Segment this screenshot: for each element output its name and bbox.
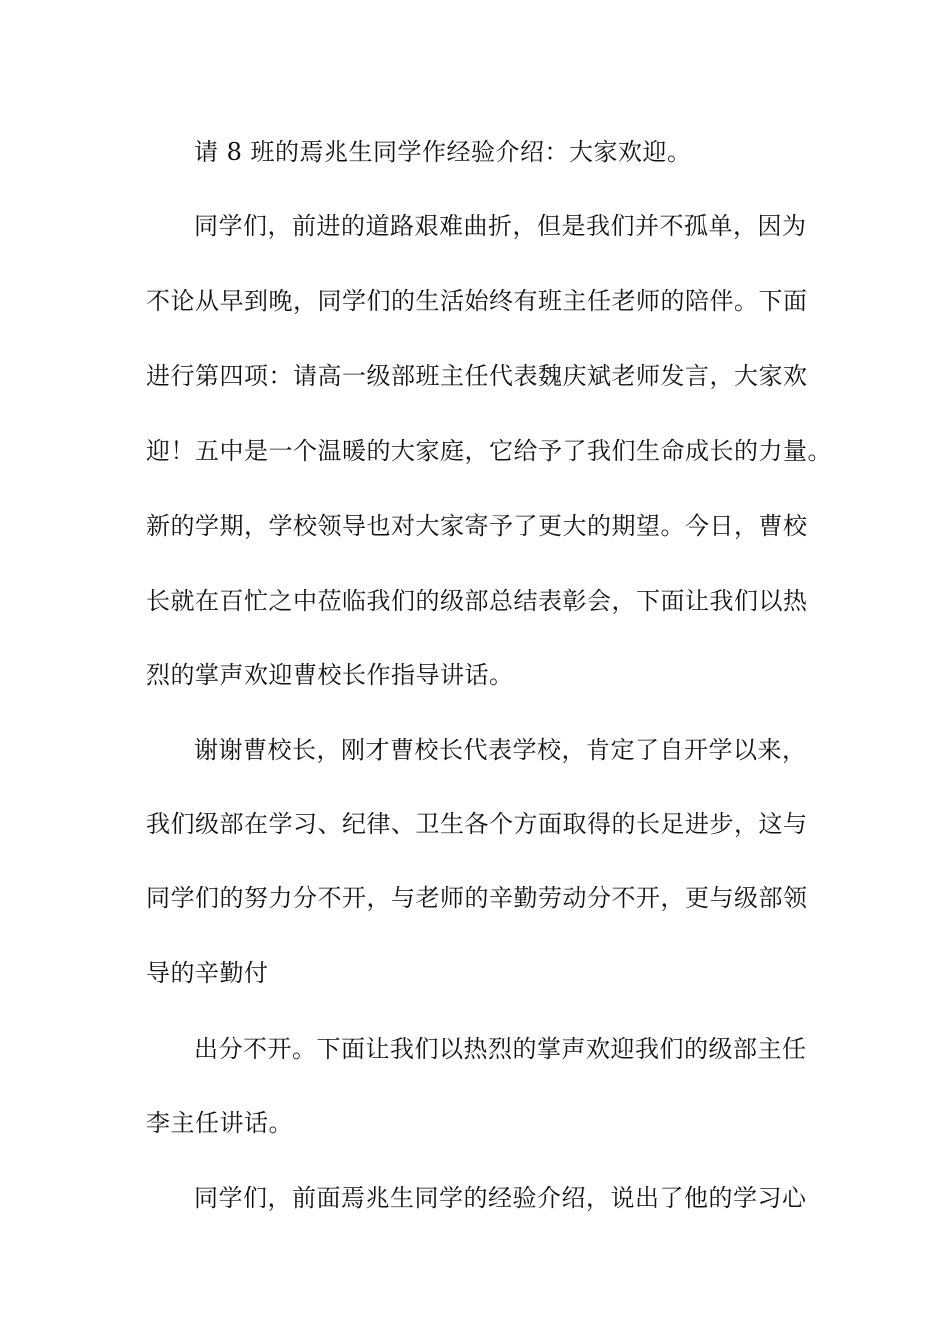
text-line-10: 我们级部在学习、纪律、卫生各个方面取得的长足进步，这与: [146, 810, 808, 838]
text-line-15: 同学们，前面焉兆生同学的经验介绍，说出了他的学习心: [194, 1184, 807, 1212]
text-line-14: 李主任讲话。: [146, 1109, 293, 1137]
text-line-6: 新的学期，学校领导也对大家寄予了更大的期望。今日，曹校: [146, 512, 808, 540]
text-line-11: 同学们的努力分不开，与老师的辛勤劳动分不开，更与级部领: [146, 884, 808, 912]
text-line-4: 进行第四项：请高一级部班主任代表魏庆斌老师发言，大家欢: [146, 362, 808, 390]
text-line-2: 同学们，前进的道路艰难曲折，但是我们并不孤单，因为: [194, 212, 807, 240]
text-line-3: 不论从早到晚，同学们的生活始终有班主任老师的陪伴。下面: [146, 287, 808, 315]
text-line-13: 出分不开。下面让我们以热烈的掌声欢迎我们的级部主任: [194, 1035, 807, 1063]
text-line-5: 迎！五中是一个温暖的大家庭，它给予了我们生命成长的力量。: [146, 437, 832, 465]
text-line-12: 导的辛勤付: [146, 959, 269, 987]
text-line-9: 谢谢曹校长，刚才曹校长代表学校，肯定了自开学以来，: [194, 736, 807, 764]
text-line-7: 长就在百忙之中莅临我们的级部总结表彰会，下面让我们以热: [146, 587, 808, 615]
text-line-1: 请 8 班的焉兆生同学作经验介绍：大家欢迎。: [194, 138, 692, 166]
text-line-8: 烈的掌声欢迎曹校长作指导讲话。: [146, 661, 514, 689]
